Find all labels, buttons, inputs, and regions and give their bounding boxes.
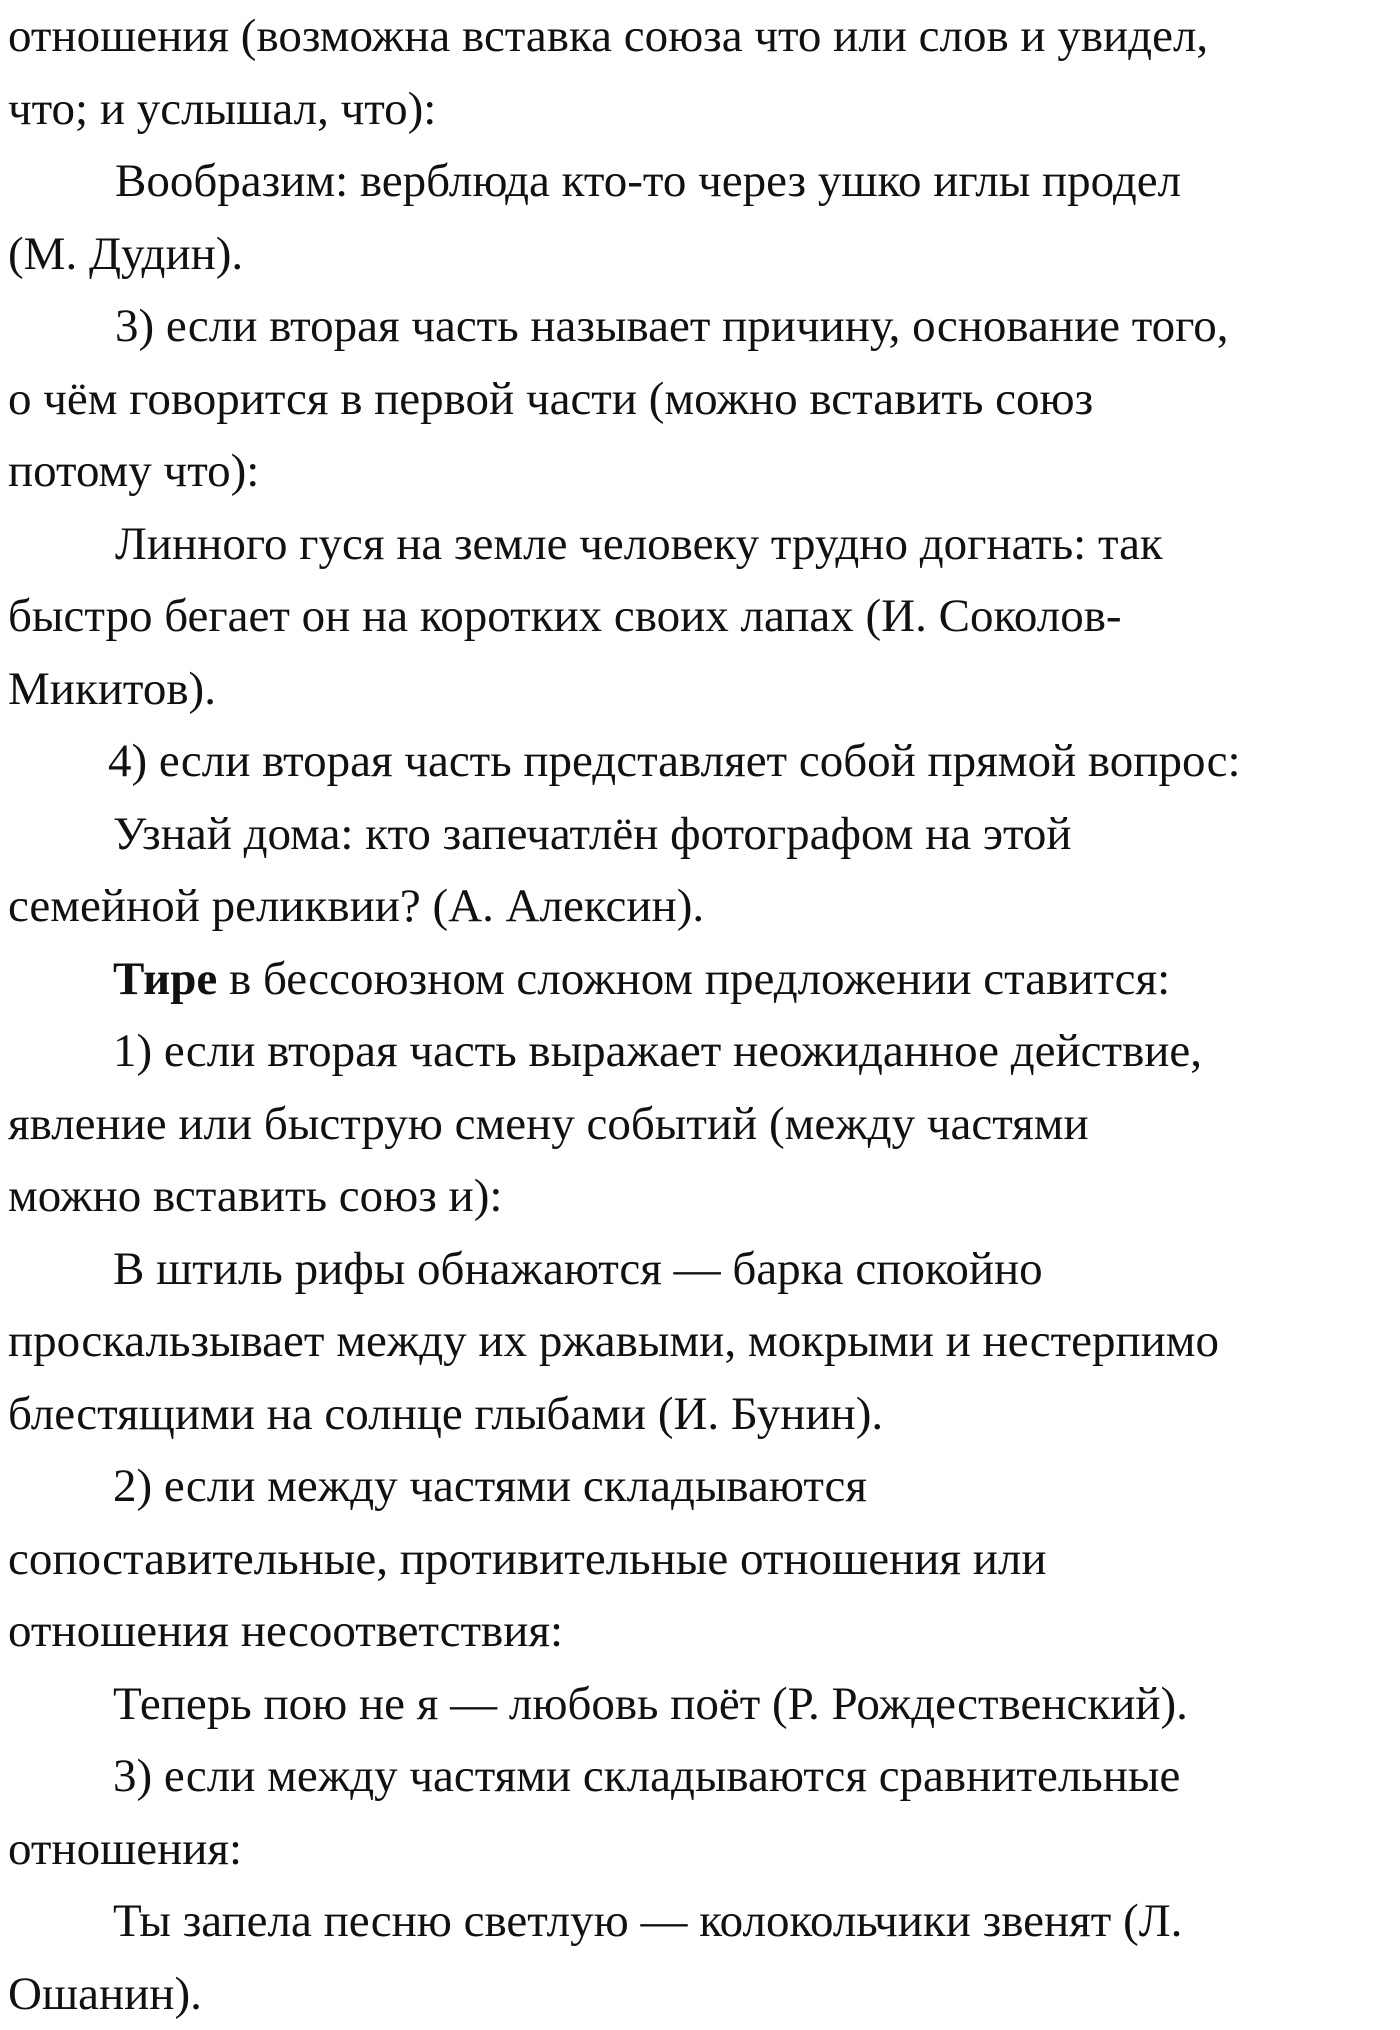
rule-item-4: 4) если вторая часть представляет собой прямой вопрос:	[8, 725, 1400, 798]
term-bold: Тире	[113, 953, 217, 1005]
text-line: о чём говорится в первой части (можно вставить союз	[8, 363, 1400, 436]
example-line: (М. Дудин).	[8, 218, 1400, 291]
section-heading-line	[8, 943, 1400, 1016]
rule-item-2: 2) если между частями складываются	[8, 1450, 1400, 1523]
rule-item-3: 3) если вторая часть называет причину, основание того,	[8, 290, 1400, 363]
text-line: что; и услышал, что):	[8, 73, 1400, 146]
example-line: быстро бегает он на коротких своих лапах (И. Соколов-	[8, 580, 1400, 653]
example-line: блестящими на солнце глыбами (И. Бунин).	[8, 1378, 1400, 1451]
example-line: В штиль рифы обнажаются — барка спокойно	[8, 1233, 1400, 1306]
text-line: отношения несоответствия:	[8, 1595, 1400, 1668]
rule-item-1: 1) если вторая часть выражает неожиданное действие,	[8, 1015, 1400, 1088]
rule-item-3: 3) если между частями складываются сравнительные	[8, 1740, 1400, 1813]
example-line: Линного гуся на земле человеку трудно догнать: так	[8, 508, 1400, 581]
example-line: Узнай дома: кто запечатлён фотографом на этой	[8, 798, 1400, 871]
text-line: потому что):	[8, 435, 1400, 508]
text-line: отношения (возможна вставка союза что или слов и увидел,	[8, 0, 1400, 73]
text-line: можно вставить союз и):	[8, 1160, 1400, 1233]
example-line: семейной реликвии? (А. Алексин).	[8, 870, 1400, 943]
example-line: Вообразим: верблюда кто-то через ушко иглы продел	[8, 145, 1400, 218]
section-heading-text: в бессоюзном сложном предложении ставится:	[217, 953, 1170, 1005]
text-line: отношения:	[8, 1813, 1400, 1886]
example-line: проскальзывает между их ржавыми, мокрыми и нестерпимо	[8, 1305, 1400, 1378]
example-line: Теперь пою не я — любовь поёт (Р. Рождественский).	[8, 1668, 1400, 1741]
text-line: сопоставительные, противительные отношения или	[8, 1523, 1400, 1596]
text-line: явление или быструю смену событий (между частями	[8, 1088, 1400, 1161]
example-line: Ты запела песню светлую — колокольчики звенят (Л.	[8, 1885, 1400, 1958]
example-line: Ошанин).	[8, 1958, 1400, 2030]
example-line: Микитов).	[8, 653, 1400, 726]
